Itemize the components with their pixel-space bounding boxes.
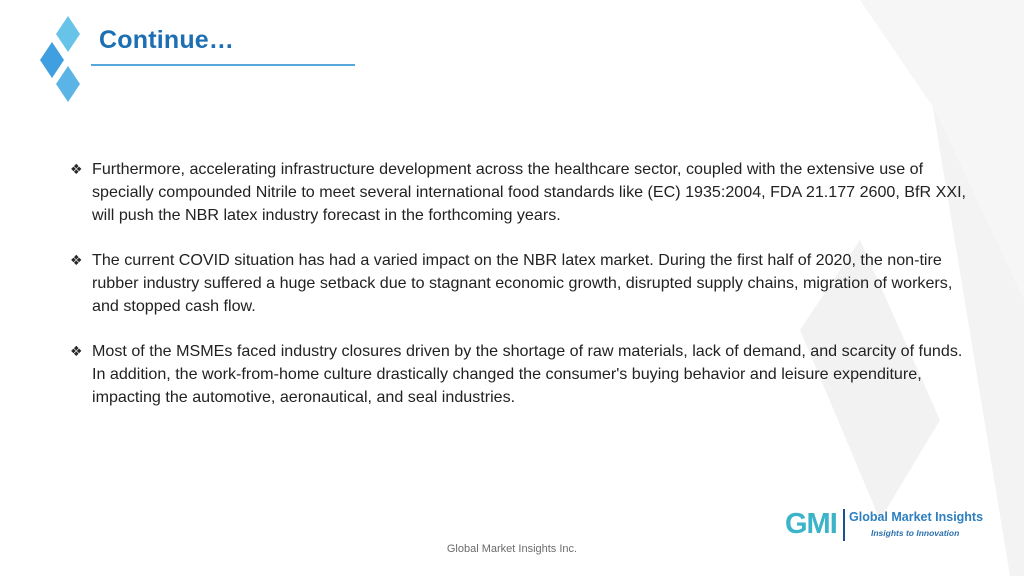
- bullet-item: [70, 249, 970, 318]
- bullet-item: [70, 158, 970, 227]
- bullet-list: [70, 158, 970, 431]
- diamond-bullet-icon: ❖: [70, 252, 83, 268]
- diamond-bullet-icon: ❖: [70, 343, 83, 359]
- diamond-bullet-icon: ❖: [70, 161, 83, 177]
- brand-divider: [843, 509, 845, 541]
- diamond-logo-icon: [38, 16, 84, 108]
- brand-mark: GMI: [785, 508, 837, 540]
- title-underline: [91, 64, 355, 66]
- bullet-text: Most of the MSMEs faced industry closures driven by the shortage of raw materials, lack of demand, and scarcity of funds. In addition, the work-from-home culture drastically changed the consumer's buying behavior and leisure expenditure, impacting the automotive, aeronautical, and seal industries.: [92, 342, 963, 406]
- footer-credit: Global Market Insights Inc.: [446, 543, 578, 555]
- brand-tagline: Insights to Innovation: [871, 528, 960, 538]
- slide-title: Continue…: [99, 26, 235, 54]
- brand-name: Global Market Insights: [849, 510, 984, 524]
- bullet-text: The current COVID situation has had a varied impact on the NBR latex market. During the first half of 2020, the non-tire rubber industry suffered a huge setback due to stagnant economic growth, disrupted supply chains, migration of workers, and stopped cash flow.: [92, 251, 953, 315]
- bullet-item: [70, 340, 970, 409]
- bullet-text: Furthermore, accelerating infrastructure development across the healthcare sector, coupled with the extensive use of specially compounded Nitrile to meet several international food standards like (EC) 1935:2004, FDA 21.177 2600, BfR XXI, will push the NBR latex industry forecast in the forthcoming years.: [92, 160, 967, 224]
- brand-logo: [785, 505, 985, 545]
